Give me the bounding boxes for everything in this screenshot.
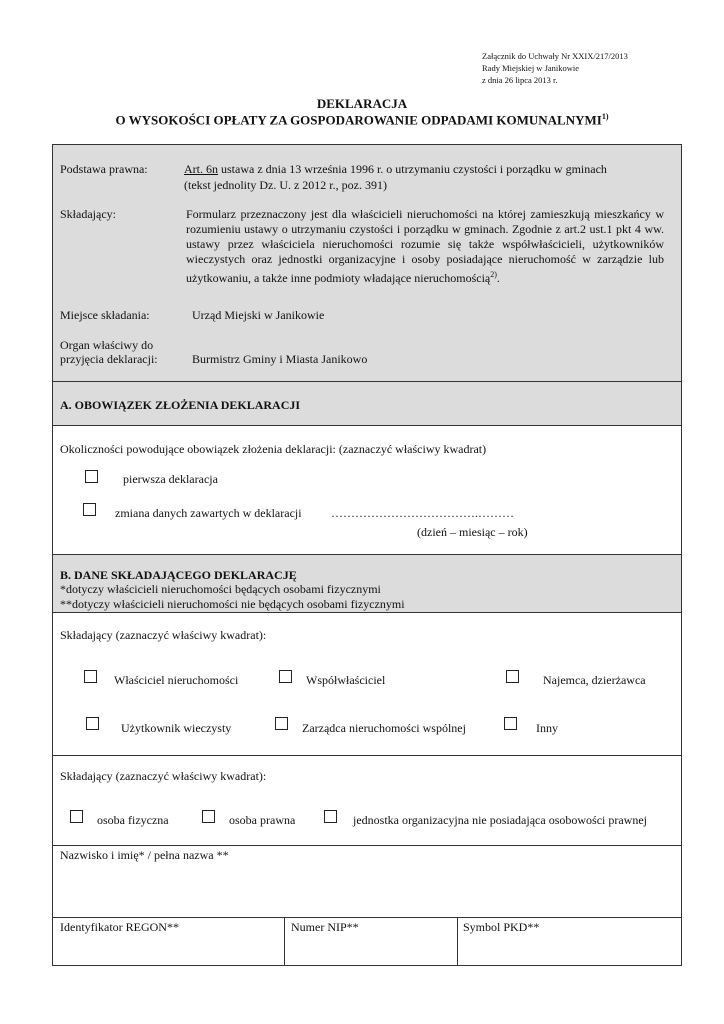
date-format-hint: (dzień – miesiąc – rok) bbox=[417, 525, 528, 539]
first-declaration-checkbox[interactable] bbox=[85, 470, 98, 483]
note-non-natural-persons: **dotyczy właścicieli nieruchomości nie będących osobami fizycznymi bbox=[60, 597, 405, 611]
manager-label: Zarządca nieruchomości wspólnej bbox=[302, 721, 466, 735]
org-unit-label: jednostka organizacyjna nie posiadająca osobowości prawnej bbox=[353, 813, 648, 827]
person-type-prompt: Składający (zaznaczyć właściwy kwadrat): bbox=[60, 769, 267, 783]
perpetual-user-checkbox[interactable] bbox=[86, 717, 99, 730]
org-unit-checkbox[interactable] bbox=[324, 810, 337, 823]
authority-label-line2: przyjęcia deklaracji: bbox=[60, 352, 158, 366]
legal-person-checkbox[interactable] bbox=[202, 810, 215, 823]
divider bbox=[53, 917, 681, 918]
co-owner-label: Współwłaściciel bbox=[306, 673, 386, 687]
section-a-heading: A. OBOWIĄZEK ZŁOŻENIA DEKLARACJI bbox=[60, 398, 301, 412]
name-field[interactable] bbox=[54, 865, 680, 915]
owner-label: Właściciel nieruchomości bbox=[114, 673, 239, 687]
data-change-label: zmiana danych zawartych w deklaracji bbox=[115, 506, 302, 520]
divider bbox=[457, 917, 458, 965]
change-date-field[interactable]: ……………………………….……… bbox=[331, 506, 514, 520]
attachment-line-2: Rady Miejskiej w Janikowie bbox=[482, 63, 580, 73]
divider bbox=[53, 381, 681, 382]
legal-basis-citation: (tekst jednolity Dz. U. z 2012 r., poz. 391) bbox=[184, 178, 387, 192]
note-natural-persons: *dotyczy właścicieli nieruchomości będących osobami fizycznymi bbox=[60, 582, 381, 596]
legal-basis-label: Podstawa prawna: bbox=[60, 162, 148, 176]
owner-checkbox[interactable] bbox=[84, 670, 97, 683]
place-label: Miejsce składania: bbox=[60, 308, 150, 322]
regon-field[interactable] bbox=[54, 937, 283, 964]
submitter-description bbox=[186, 207, 664, 286]
submitter-description-end: . bbox=[496, 271, 500, 285]
attachment-note bbox=[482, 50, 628, 86]
legal-person-label: osoba prawna bbox=[229, 813, 296, 827]
nip-field[interactable] bbox=[286, 937, 456, 964]
pkd-field[interactable] bbox=[459, 937, 680, 964]
other-checkbox[interactable] bbox=[504, 717, 517, 730]
divider bbox=[53, 755, 681, 756]
submitter-type-prompt: Składający (zaznaczyć właściwy kwadrat): bbox=[60, 628, 267, 642]
submitter-label: Składający: bbox=[60, 207, 116, 221]
legal-basis-link[interactable]: Art. 6n bbox=[184, 162, 218, 176]
submitter-description-text: Formularz przeznaczony jest dla właścicieli nieruchomości na której zamieszkują mieszkańcy w rozumieniu ustawy o utrzymaniu czystości i porządku w gminach. Zgodnie z art.2 ust.1 pkt 4 ww. ustawy przez właściciela nieruchomości rozumie się także współwłaścicieli, użytkowników wieczystych oraz jednostki organizacyjne i osoby posiadające nieruchomość w zarządzie lub użytkowaniu, a także inne podmioty władające nieruchomością bbox=[186, 207, 664, 285]
legal-basis-text bbox=[184, 162, 607, 177]
divider bbox=[53, 845, 681, 846]
name-field-label: Nazwisko i imię* / pełna nazwa ** bbox=[60, 848, 229, 862]
divider bbox=[53, 554, 681, 555]
authority-label-line1: Organ właściwy do bbox=[60, 338, 154, 352]
divider bbox=[284, 917, 285, 965]
data-change-checkbox[interactable] bbox=[83, 503, 96, 516]
tenant-label: Najemca, dzierżawca bbox=[543, 673, 646, 687]
tenant-checkbox[interactable] bbox=[506, 670, 519, 683]
natural-person-label: osoba fizyczna bbox=[97, 813, 169, 827]
co-owner-checkbox[interactable] bbox=[279, 670, 292, 683]
pkd-label: Symbol PKD** bbox=[463, 920, 540, 934]
section-b-heading: B. DANE SKŁADAJĄCEGO DEKLARACJĘ bbox=[60, 568, 297, 582]
declaration-form bbox=[52, 144, 682, 966]
manager-checkbox[interactable] bbox=[275, 717, 288, 730]
circumstances-prompt: Okoliczności powodujące obowiązek złożenia deklaracji: (zaznaczyć właściwy kwadrat) bbox=[60, 442, 487, 456]
other-label: Inny bbox=[536, 721, 558, 735]
divider bbox=[53, 612, 681, 613]
nip-label: Numer NIP** bbox=[291, 920, 359, 934]
authority-value: Burmistrz Gminy i Miasta Janikowo bbox=[192, 352, 368, 366]
place-value: Urząd Miejski w Janikowie bbox=[192, 308, 325, 322]
regon-label: Identyfikator REGON** bbox=[60, 920, 179, 934]
document-title: DEKLARACJA bbox=[316, 96, 408, 111]
title-footnote-ref: 1) bbox=[601, 112, 609, 121]
legal-basis-act: ustawa z dnia 13 września 1996 r. o utrzymaniu czystości i porządku w gminach bbox=[218, 162, 607, 176]
submitter-footnote-ref: 2) bbox=[490, 270, 497, 279]
first-declaration-label: pierwsza deklaracja bbox=[123, 472, 218, 486]
document-subtitle bbox=[0, 112, 724, 128]
natural-person-checkbox[interactable] bbox=[70, 810, 83, 823]
divider bbox=[53, 425, 681, 426]
attachment-line-1: Załącznik do Uchwały Nr XXIX/217/2013 bbox=[482, 51, 628, 61]
document-subtitle-text: O WYSOKOŚCI OPŁATY ZA GOSPODAROWANIE ODPADAMI KOMUNALNYMI bbox=[115, 112, 602, 128]
perpetual-user-label: Użytkownik wieczysty bbox=[121, 721, 232, 735]
attachment-line-3: z dnia 26 lipca 2013 r. bbox=[482, 75, 558, 85]
